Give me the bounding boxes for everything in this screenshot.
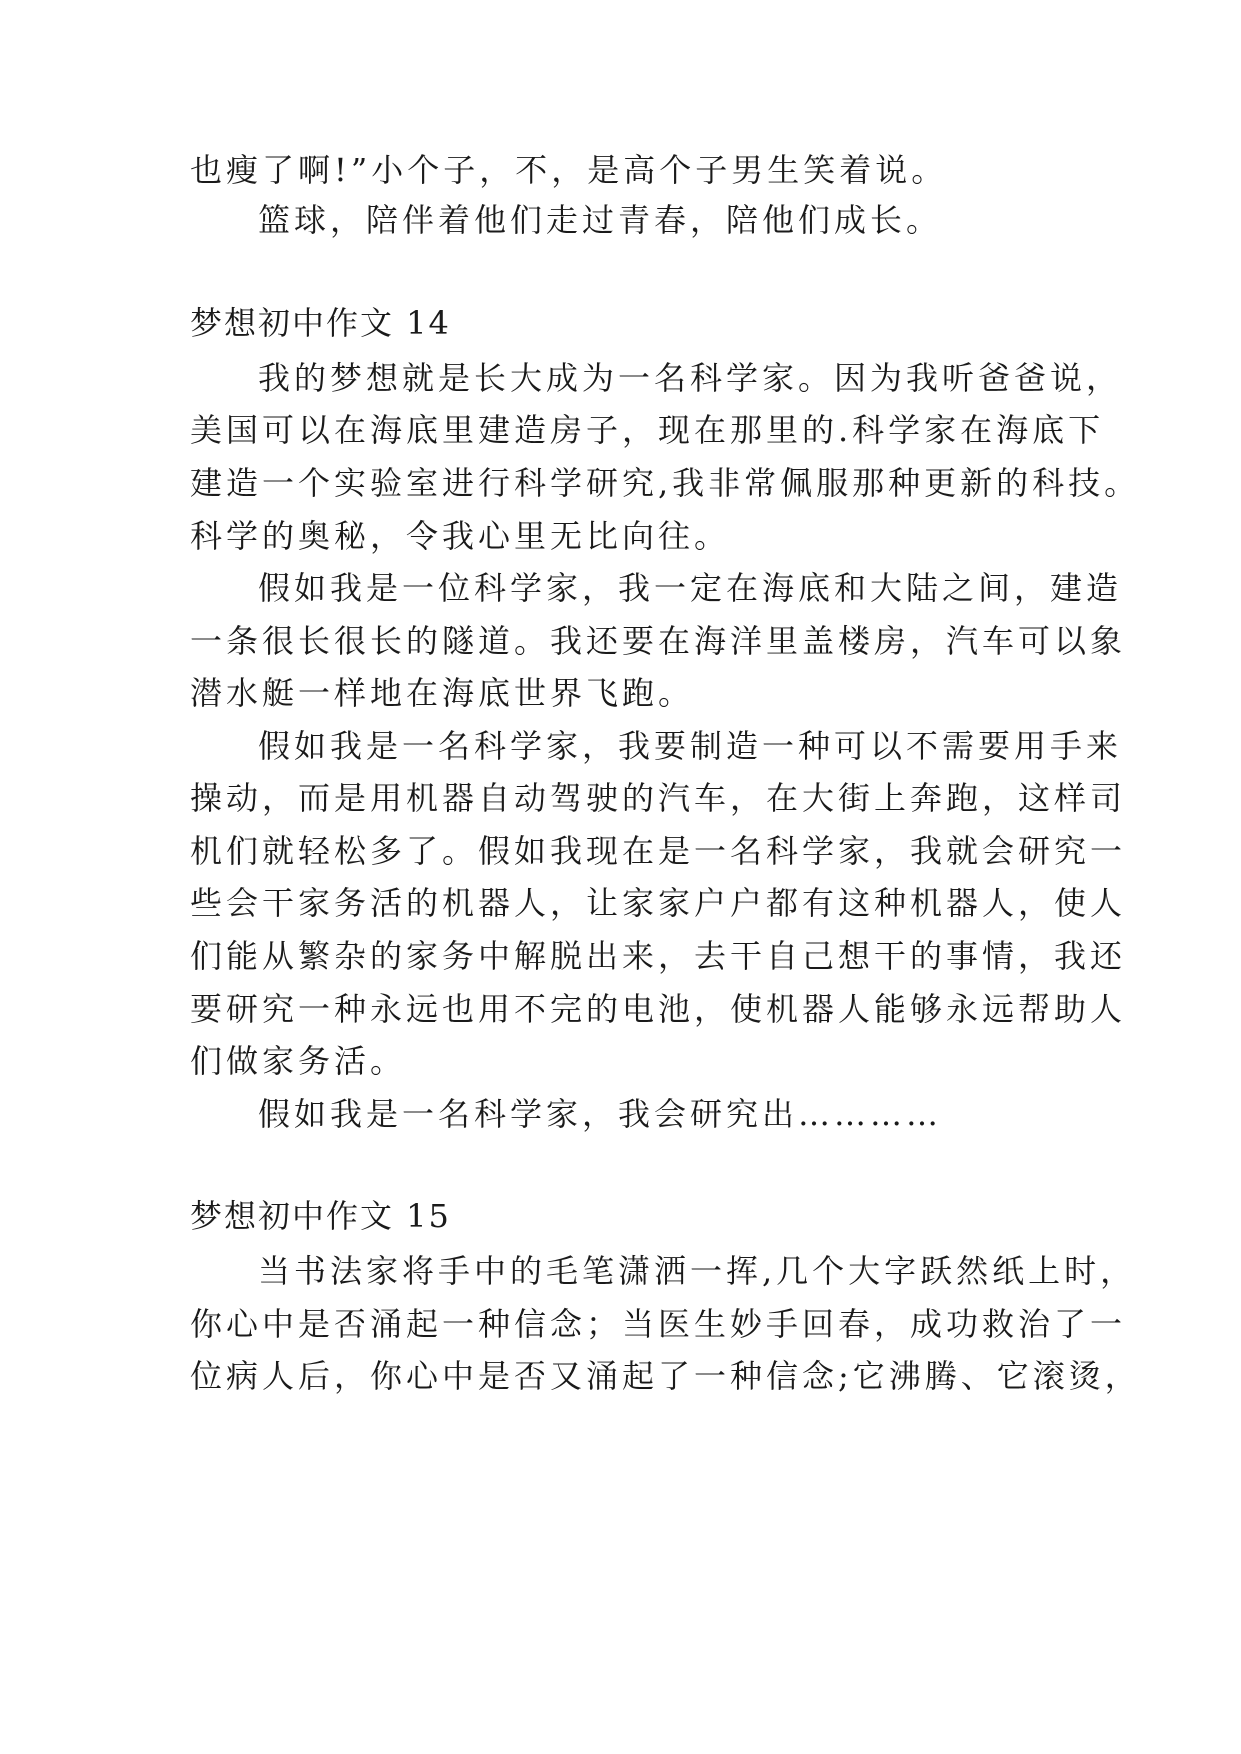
paragraph-line: 当书法家将手中的毛笔潇洒一挥,几个大字跃然纸上时， (258, 1252, 1137, 1290)
paragraph-line: 科学的奥秘，令我心里无比向往。 (190, 517, 731, 555)
paragraph-line: 们能从繁杂的家务中解脱出来，去干自己想干的事情，我还 (190, 937, 1127, 975)
paragraph-line: 假如我是一位科学家，我一定在海底和大陆之间，建造 (258, 569, 1123, 607)
paragraph-line: 你心中是否涌起一种信念；当医生妙手回春，成功救治了一 (190, 1305, 1127, 1343)
paragraph-line: 机们就轻松多了。假如我现在是一名科学家，我就会研究一 (190, 832, 1127, 870)
paragraph-line: 假如我是一名科学家，我会研究出………… (258, 1095, 943, 1133)
paragraph-line: 美国可以在海底里建造房子，现在那里的.科学家在海底下 (190, 411, 1105, 449)
paragraph-line: 我的梦想就是长大成为一名科学家。因为我听爸爸说， (258, 359, 1123, 397)
paragraph-line: 建造一个实验室进行科学研究,我非常佩服那种更新的科技。 (190, 464, 1141, 502)
paragraph-line: 篮球，陪伴着他们走过青春，陪他们成长。 (258, 201, 943, 239)
paragraph-line: 位病人后，你心中是否又涌起了一种信念;它沸腾、它滚烫， (190, 1357, 1141, 1395)
section-heading: 梦想初中作文 14 (190, 304, 451, 342)
paragraph-line: 们做家务活。 (190, 1042, 407, 1080)
paragraph-line: 些会干家务活的机器人，让家家户户都有这种机器人，使人 (190, 884, 1127, 922)
paragraph-line: 潜水艇一样地在海底世界飞跑。 (190, 674, 695, 712)
paragraph-line: 操动，而是用机器自动驾驶的汽车，在大街上奔跑，这样司 (190, 779, 1127, 817)
paragraph-line: 也瘦了啊!”小个子，不，是高个子男生笑着说。 (190, 151, 948, 189)
section-heading: 梦想初中作文 15 (190, 1197, 451, 1235)
paragraph-line: 要研究一种永远也用不完的电池，使机器人能够永远帮助人 (190, 990, 1127, 1028)
paragraph-line: 假如我是一名科学家，我要制造一种可以不需要用手来 (258, 727, 1123, 765)
paragraph-line: 一条很长很长的隧道。我还要在海洋里盖楼房，汽车可以象 (190, 622, 1127, 660)
